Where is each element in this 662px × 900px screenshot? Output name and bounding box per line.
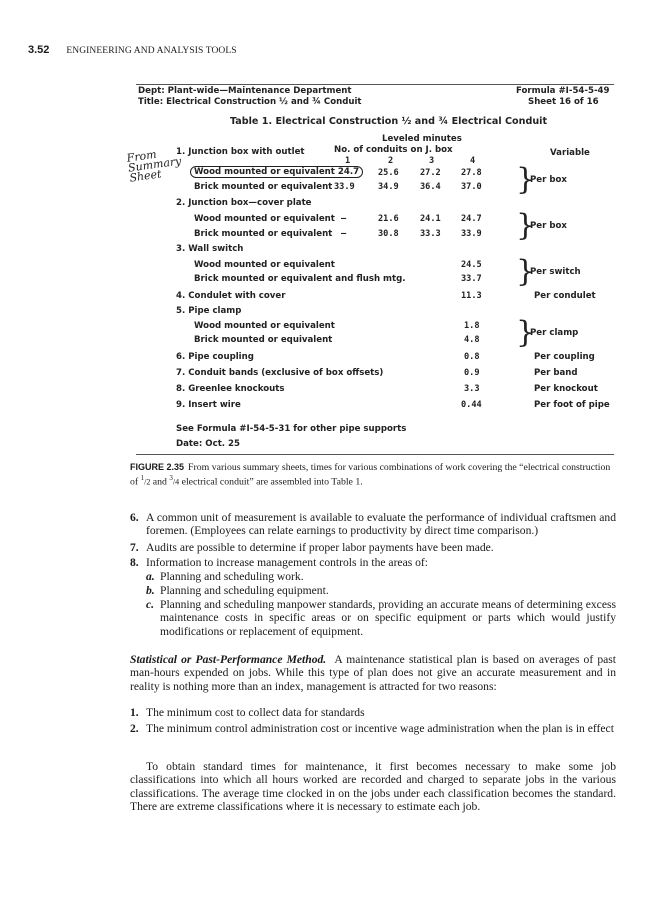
table-title-line: Title: Electrical Construction ½ and ¾ Conduit [138, 97, 362, 107]
item-2b-label: Brick mounted or equivalent [194, 229, 333, 239]
list1-num-8: 8. [130, 556, 139, 569]
item-9-label: 9. Insert wire [176, 400, 241, 410]
item-2a-val-1: — [341, 214, 347, 224]
item-5a-label: Wood mounted or equivalent [194, 321, 335, 331]
item-2b-val-2: 30.8 [378, 229, 399, 239]
item-5-label: 5. Pipe clamp [176, 306, 242, 316]
col-num-2: 2 [388, 156, 394, 166]
item-8-variable: Per knockout [534, 384, 598, 394]
item-1b-label: Brick mounted or equivalent [194, 182, 333, 192]
list2-num-1: 1. [130, 706, 139, 719]
closing-paragraph: To obtain standard times for maintenance, it first becomes necessary to make some job classifications into which all hours worked are recorded and charged to separate jobs in the various classifications. The average time clocked in on the jobs under each classification becomes the standard. There are extreme classifications where it is necessary to estimate each job. [130, 760, 616, 814]
caption-text-b: and [150, 476, 170, 488]
item-5b-val: 4.8 [464, 335, 480, 345]
table-top-rule [136, 84, 614, 85]
stat-method-text: A maintenance statistical plan is based on averages of past man-hours expended on jobs. While this type of plan does not give an accurate measurement and in reality is nothing more than an index, management is attracted for two reasons: [130, 653, 616, 693]
item-3b-val: 33.7 [461, 274, 482, 284]
item-2a-val-3: 24.1 [420, 214, 441, 224]
item-6-val: 0.8 [464, 352, 480, 362]
col-num-4: 4 [470, 156, 476, 166]
table-heading: Table 1. Electrical Construction ½ and ¾ Electrical Conduit [230, 116, 548, 127]
handwritten-margin-note: From Summary Sheet [125, 147, 183, 185]
item-1b-val-1: 33.9 [334, 182, 355, 192]
sublist-item-a: Planning and scheduling work. [160, 570, 304, 583]
item-3-label: 3. Wall switch [176, 244, 244, 254]
item-1a-val-2: 25.6 [378, 168, 399, 178]
sublist-letter-a: a. [146, 570, 155, 583]
brace-5: } [516, 315, 536, 350]
item-1-label: 1. Junction box with outlet [176, 147, 305, 157]
caption-frac1-num: 1 [140, 474, 145, 482]
list2-item-1: The minimum cost to collect data for standards [146, 706, 365, 719]
item-1b-val-2: 34.9 [378, 182, 399, 192]
caption-text-a: From various summary sheets, times for various combinations of work covering the “electrical construction of [130, 462, 611, 488]
item-6-label: 6. Pipe coupling [176, 352, 254, 362]
item-8-val: 3.3 [464, 384, 480, 394]
stat-method-heading: Statistical or Past-Performance Method. [130, 653, 327, 666]
col-head-variable: Variable [550, 148, 590, 158]
item-2b-val-4: 33.9 [461, 229, 482, 239]
item-3b-label: Brick mounted or equivalent and flush mtg. [194, 274, 406, 284]
item-4-val: 11.3 [461, 291, 482, 301]
sublist-letter-c: c. [146, 598, 155, 611]
running-header [28, 44, 237, 56]
item-8-label: 8. Greenlee knockouts [176, 384, 285, 394]
sublist-item-b: Planning and scheduling equipment. [160, 584, 329, 597]
see-formula-note: See Formula #I-54-5-31 for other pipe supports [176, 424, 407, 434]
item-1-variable: Per box [530, 175, 567, 185]
item-2-label: 2. Junction box—cover plate [176, 198, 312, 208]
page-number: 3.52 [28, 44, 50, 56]
table-bottom-rule [136, 454, 614, 455]
caption-frac1-den: /2 [144, 477, 151, 487]
item-2a-val-4: 24.7 [461, 214, 482, 224]
list1-item-7: Audits are possible to determine if proper labor payments have been made. [146, 541, 494, 554]
sublist-letter-b: b. [146, 584, 155, 597]
sublist-item-c: Planning and scheduling manpower standards, providing an accurate means of determining excess maintenance costs in specific areas or on specific equipment or parts which would justify modifications or replacement of equipment. [160, 598, 616, 638]
figure-label: FIGURE 2.35 [130, 462, 185, 472]
item-3a-label: Wood mounted or equivalent [194, 260, 335, 270]
item-7-val: 0.9 [464, 368, 480, 378]
item-6-variable: Per coupling [534, 352, 595, 362]
col-head-conduits: No. of conduits on J. box [334, 145, 453, 155]
item-7-variable: Per band [534, 368, 578, 378]
item-5-variable: Per clamp [530, 328, 579, 338]
list1-item-8: Information to increase management controls in the areas of: [146, 556, 429, 569]
list1-num-6: 6. [130, 511, 139, 524]
stat-method-paragraph [130, 653, 616, 693]
caption-text-c: electrical conduit” are assembled into Table 1. [179, 476, 363, 488]
item-2b-val-1: — [341, 229, 347, 239]
caption-frac2-num: 3 [169, 474, 173, 482]
item-2b-val-3: 33.3 [420, 229, 441, 239]
item-3a-val: 24.5 [461, 260, 482, 270]
item-1b-val-3: 36.4 [420, 182, 441, 192]
caption-frac2-den: /4 [172, 477, 180, 487]
figure-caption [130, 462, 620, 487]
item-3-variable: Per switch [530, 267, 581, 277]
list1-num-7: 7. [130, 541, 139, 554]
brace-2: } [516, 208, 536, 243]
brace-1: } [516, 162, 536, 197]
table-dept: Dept: Plant-wide—Maintenance Department [138, 86, 352, 96]
item-9-variable: Per foot of pipe [534, 400, 610, 410]
item-2-variable: Per box [530, 221, 567, 231]
item-2a-val-2: 21.6 [378, 214, 399, 224]
table-sheet: Sheet 16 of 16 [528, 97, 599, 107]
running-title: ENGINEERING AND ANALYSIS TOOLS [66, 46, 237, 56]
col-num-3: 3 [429, 156, 435, 166]
list1-item-6: A common unit of measurement is available to evaluate the performance of individual craftsmen and foremen. (Employees can relate earnings to productivity by direct time comparison.) [146, 511, 616, 538]
item-5b-label: Brick mounted or equivalent [194, 335, 333, 345]
item-5a-val: 1.8 [464, 321, 480, 331]
table-formula: Formula #I-54-5-49 [516, 86, 610, 96]
table-date: Date: Oct. 25 [176, 439, 241, 449]
table-figure [130, 82, 620, 456]
item-9-val: 0.44 [461, 400, 482, 410]
col-num-1: 1 [345, 156, 351, 166]
item-1b-val-4: 37.0 [461, 182, 482, 192]
item-4-label: 4. Condulet with cover [176, 291, 286, 301]
item-1a-val-4: 27.8 [461, 168, 482, 178]
col-head-leveled: Leveled minutes [382, 134, 462, 144]
item-7-label: 7. Conduit bands (exclusive of box offsets) [176, 368, 384, 378]
item-2a-label: Wood mounted or equivalent [194, 214, 335, 224]
list2-num-2: 2. [130, 722, 139, 735]
brace-3: } [516, 254, 536, 289]
item-1a-val-3: 27.2 [420, 168, 441, 178]
item-4-variable: Per condulet [534, 291, 596, 301]
list2-item-2: The minimum control administration cost or incentive wage administration when the plan is in effect [146, 722, 614, 735]
item-1a-circled: Wood mounted or equivalent 24.7 [190, 166, 363, 178]
